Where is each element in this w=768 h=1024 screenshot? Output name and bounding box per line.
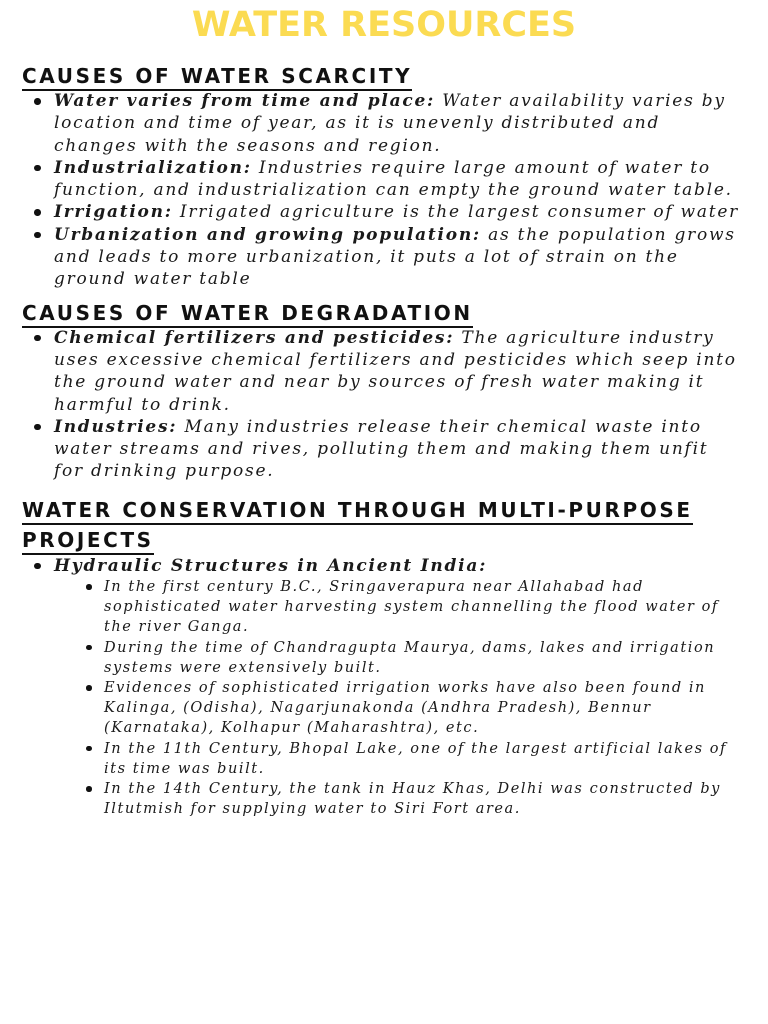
bullet-list	[22, 327, 742, 483]
list-item-text: Water availability varies by location and time of year, as it is unevenly distributed and changes with the seasons and region.	[54, 91, 726, 156]
section-heading-text: CAUSES OF WATER SCARCITY	[22, 64, 412, 91]
list-item-term: Chemical fertilizers and pesticides:	[54, 327, 455, 348]
section-water-degradation	[22, 299, 742, 483]
section-heading	[22, 495, 742, 555]
list-item	[54, 416, 742, 483]
list-item	[54, 327, 742, 416]
list-item-term: Industrialization:	[54, 157, 252, 178]
section-water-conservation	[22, 495, 742, 820]
list-item-term: Irrigation:	[54, 202, 173, 223]
list-item	[54, 90, 742, 157]
list-item	[54, 224, 742, 291]
list-item-text: Irrigated agriculture is the largest consumer of water	[172, 202, 740, 223]
list-item	[54, 555, 742, 820]
sub-list-item: In the 11th Century, Bhopal Lake, one of the largest artificial lakes of its time was built.	[104, 739, 742, 779]
list-item-text: Industries require large amount of water to function, and industrialization can empty the ground water table.	[54, 157, 733, 201]
sub-list-item: Evidences of sophisticated irrigation works have also been found in Kalinga, (Odisha), Nagarjunakonda (Andhra Pradesh), Bennur (Karnataka), Kolhapur (Maharashtra), etc.	[104, 678, 742, 739]
list-item-text: The agriculture industry uses excessive chemical fertilizers and pesticides which seep into the ground water and near by sources of fresh water making it harmful to drink.	[54, 327, 737, 415]
sub-list-item: In the first century B.C., Sringaverapura near Allahabad had sophisticated water harvesting system channelling the flood water of the river Ganga.	[104, 577, 742, 638]
section-heading	[22, 62, 742, 90]
section-heading-line-2: PROJECTS	[22, 528, 154, 555]
list-item-term: Industries:	[54, 416, 178, 437]
section-heading	[22, 299, 742, 327]
list-item-term: Hydraulic Structures in Ancient India:	[54, 555, 488, 576]
page-title: WATER RESOURCES	[191, 5, 577, 45]
bullet-list	[22, 90, 742, 291]
list-item-text: as the population grows and leads to more urbanization, it puts a lot of strain on the ground water table	[54, 224, 736, 290]
list-item-text: Many industries release their chemical waste into water streams and rives, polluting them and making them unfit for drinking purpose.	[54, 416, 709, 482]
sub-bullet-list	[54, 577, 742, 819]
sub-list-item: In the 14th Century, the tank in Hauz Khas, Delhi was constructed by Iltutmish for supplying water to Siri Fort area.	[104, 779, 742, 819]
sub-list-item: During the time of Chandragupta Maurya, dams, lakes and irrigation systems were extensively built.	[104, 638, 742, 678]
document-body	[22, 62, 742, 819]
list-item-term: Urbanization and growing population:	[54, 224, 481, 245]
bullet-list	[22, 555, 742, 820]
section-heading-text: CAUSES OF WATER DEGRADATION	[22, 301, 473, 328]
list-item-term: Water varies from time and place:	[54, 91, 436, 111]
section-heading-line-1: WATER CONSERVATION THROUGH MULTI-PURPOSE	[22, 498, 693, 525]
list-item	[54, 157, 742, 202]
section-water-scarcity	[22, 62, 742, 291]
list-item	[54, 201, 742, 223]
